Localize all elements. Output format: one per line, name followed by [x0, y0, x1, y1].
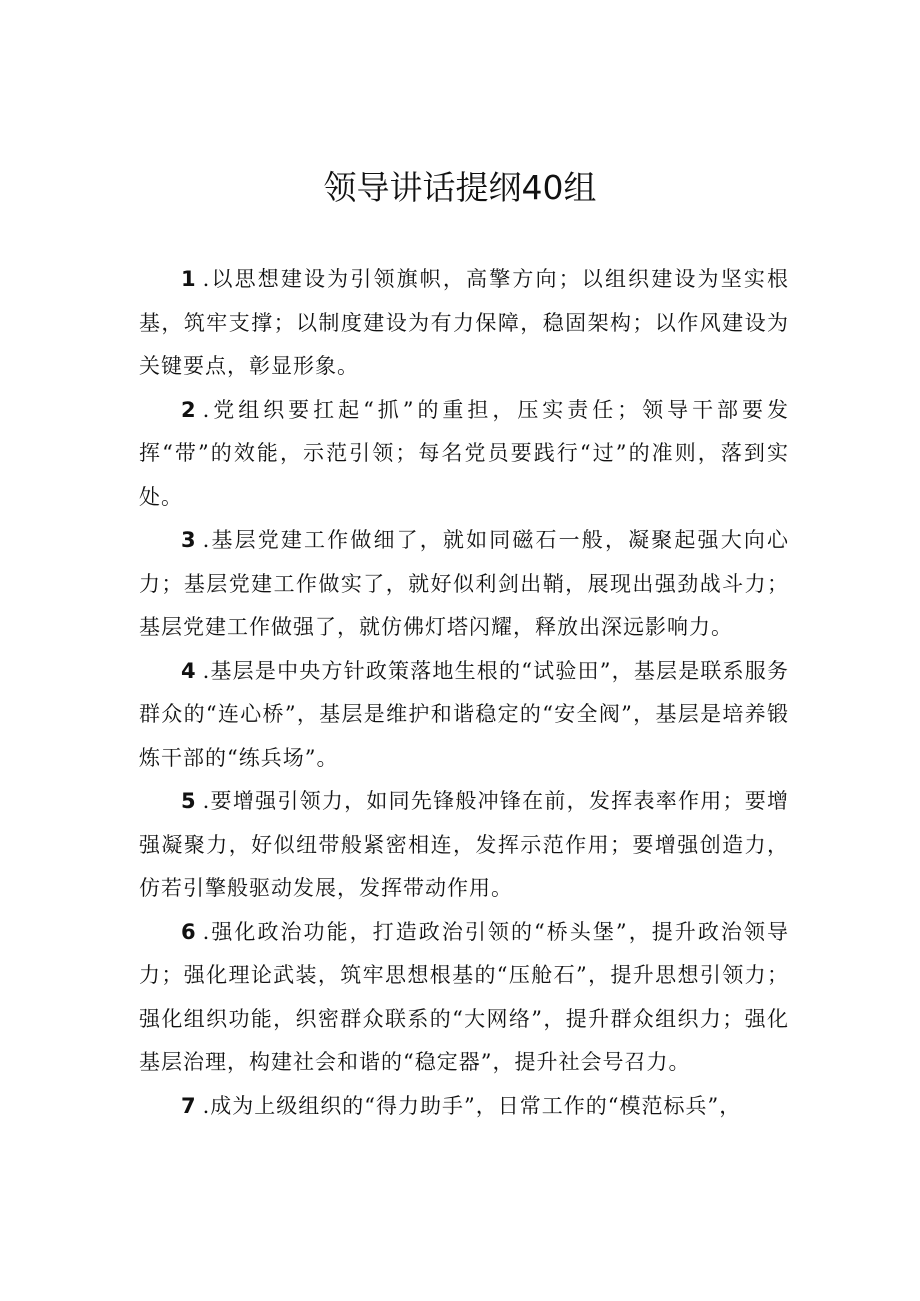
paragraph-7: [139, 1085, 789, 1129]
paragraph-text: .基层党建工作做细了，就如同磁石一般，凝聚起强大向心力；基层党建工作做实了，就好似利剑出鞘，展现出强劲战斗力；基层党建工作做强了，就仿佛灯塔闪耀，释放出深远影响力。: [139, 528, 789, 639]
paragraph-text: .以思想建设为引领旗帜，高擎方向；以组织建设为坚实根基，筑牢支撑；以制度建设为有力保障，稳固架构；以作风建设为关键要点，彰显形象。: [139, 267, 789, 378]
document-body: [139, 258, 789, 1128]
paragraph-6: [139, 911, 789, 1085]
paragraph-number: 1: [181, 267, 197, 291]
paragraph-number: 3: [181, 528, 197, 552]
paragraph-4: [139, 650, 789, 781]
paragraph-text: .强化政治功能，打造政治引领的“桥头堡”，提升政治领导力；强化理论武装，筑牢思想根基的“压舱石”，提升思想引领力；强化组织功能，织密群众联系的“大网络”，提升群众组织力；强化基层治理，构建社会和谐的“稳定器”，提升社会号召力。: [139, 919, 789, 1074]
paragraph-2: [139, 389, 789, 520]
paragraph-number: 4: [181, 658, 197, 683]
paragraph-number: 6: [181, 919, 197, 944]
paragraph-number: 5: [181, 789, 197, 813]
paragraph-3: [139, 519, 789, 650]
paragraph-number: 7: [181, 1093, 197, 1118]
page-title: 领导讲话提纲40组: [323, 168, 597, 207]
paragraph-number: 2: [181, 397, 197, 422]
paragraph-text: .基层是中央方针政策落地生根的“试验田”，基层是联系服务群众的“连心桥”，基层是维护和谐稳定的“安全阀”，基层是培养锻炼干部的“练兵场”。: [139, 658, 789, 770]
paragraph-1: [139, 258, 789, 389]
paragraph-text: .要增强引领力，如同先锋般冲锋在前，发挥表率作用；要增强凝聚力，好似纽带般紧密相连，发挥示范作用；要增强创造力，仿若引擎般驱动发展，发挥带动作用。: [139, 789, 789, 900]
paragraph-text: .成为上级组织的“得力助手”，日常工作的“模范标兵”，: [202, 1093, 742, 1118]
paragraph-5: [139, 780, 789, 911]
paragraph-text: .党组织要扛起“抓”的重担，压实责任；领导干部要发挥“带”的效能，示范引领；每名党员要践行“过”的准则，落到实处。: [139, 397, 789, 509]
